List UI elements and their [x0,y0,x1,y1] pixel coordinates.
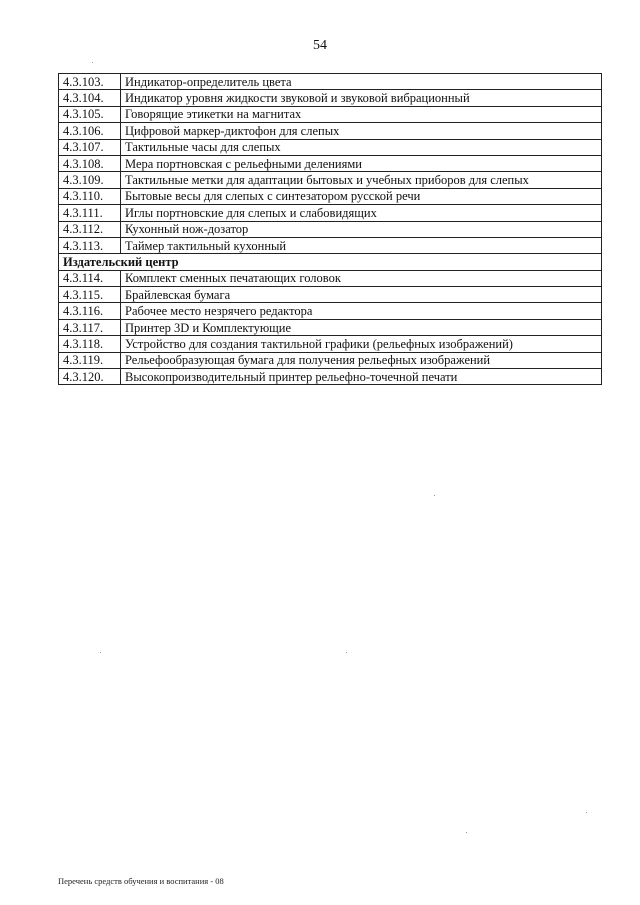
item-name: Цифровой маркер-диктофон для слепых [121,123,602,139]
table-row [59,106,602,122]
item-number: 4.3.112. [59,221,121,237]
item-number: 4.3.109. [59,172,121,188]
item-number: 4.3.118. [59,336,121,352]
item-number: 4.3.119. [59,352,121,368]
table-row [59,319,602,335]
table-row [59,90,602,106]
table-row [59,123,602,139]
item-number: 4.3.105. [59,106,121,122]
item-name: Говорящие этикетки на магнитах [121,106,602,122]
equipment-table-container [58,73,602,385]
item-name: Индикатор уровня жидкости звуковой и звуковой вибрационный [121,90,602,106]
scan-speck [92,62,93,63]
item-name: Мера портновская с рельефными делениями [121,155,602,171]
item-name: Рельефообразующая бумага для получения рельефных изображений [121,352,602,368]
table-row [59,139,602,155]
table-row [59,74,602,90]
item-number: 4.3.111. [59,205,121,221]
table-row [59,205,602,221]
scan-speck [586,812,587,813]
table-row [59,221,602,237]
table-row [59,188,602,204]
item-name: Кухонный нож-дозатор [121,221,602,237]
table-row [59,352,602,368]
item-number: 4.3.114. [59,270,121,286]
item-number: 4.3.116. [59,303,121,319]
table-row [59,303,602,319]
item-number: 4.3.103. [59,74,121,90]
item-name: Индикатор-определитель цвета [121,74,602,90]
page-footer: Перечень средств обучения и воспитания - 08 [58,876,224,886]
scan-speck [434,495,435,496]
scan-speck [466,832,467,833]
item-number: 4.3.117. [59,319,121,335]
item-name: Тактильные метки для адаптации бытовых и учебных приборов для слепых [121,172,602,188]
item-name: Иглы портновские для слепых и слабовидящих [121,205,602,221]
item-name: Брайлевская бумага [121,287,602,303]
item-number: 4.3.113. [59,237,121,253]
item-name: Комплект сменных печатающих головок [121,270,602,286]
item-number: 4.3.115. [59,287,121,303]
item-number: 4.3.108. [59,155,121,171]
item-name: Высокопроизводительный принтер рельефно-точечной печати [121,369,602,385]
item-name: Таймер тактильный кухонный [121,237,602,253]
table-row [59,237,602,253]
equipment-table [58,73,602,385]
item-number: 4.3.120. [59,369,121,385]
item-number: 4.3.106. [59,123,121,139]
table-row [59,270,602,286]
item-number: 4.3.107. [59,139,121,155]
table-row [59,287,602,303]
page-number: 54 [313,38,327,53]
scan-speck [346,652,347,653]
table-row [59,172,602,188]
item-name: Принтер 3D и Комплектующие [121,319,602,335]
item-name: Устройство для создания тактильной графики (рельефных изображений) [121,336,602,352]
item-name: Бытовые весы для слепых с синтезатором русской речи [121,188,602,204]
item-name: Рабочее место незрячего редактора [121,303,602,319]
section-title: Издательский центр [59,254,602,270]
scan-speck [100,652,101,653]
item-number: 4.3.110. [59,188,121,204]
item-name: Тактильные часы для слепых [121,139,602,155]
table-row [59,155,602,171]
table-row [59,369,602,385]
item-number: 4.3.104. [59,90,121,106]
table-row [59,336,602,352]
section-header-row [59,254,602,270]
